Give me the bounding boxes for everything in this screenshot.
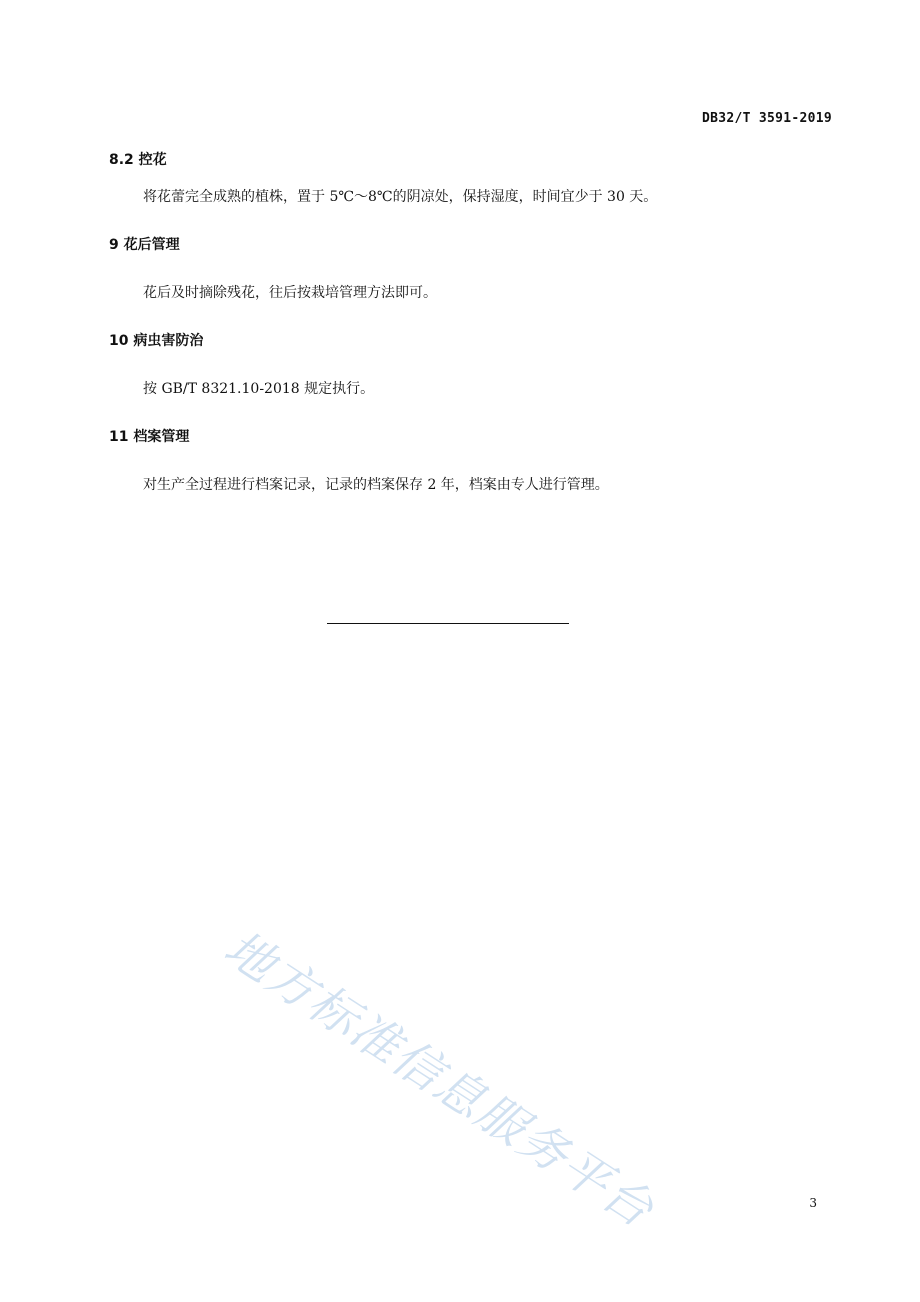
section-body-11: 对生产全过程进行档案记录，记录的档案保存 2 年，档案由专人进行管理。	[143, 477, 609, 493]
document-code: DB32/T 3591-2019	[701, 111, 832, 126]
section-heading-10: 10 病虫害防治	[109, 333, 204, 349]
watermark-text: 地方标准信息服务平台	[214, 919, 665, 1240]
section-heading-9: 9 花后管理	[109, 237, 180, 253]
section-body-9: 花后及时摘除残花，往后按栽培管理方法即可。	[143, 285, 437, 301]
section-heading-8-2: 8.2 控花	[109, 152, 167, 168]
section-heading-11: 11 档案管理	[109, 429, 190, 445]
section-body-8-2: 将花蕾完全成熟的植株，置于 5℃～8℃的阴凉处，保持湿度，时间宜少于 30 天。	[143, 189, 658, 205]
page-number: 3	[809, 1196, 817, 1210]
end-of-document-rule	[327, 623, 569, 624]
section-body-10: 按 GB/T 8321.10-2018 规定执行。	[143, 381, 375, 397]
